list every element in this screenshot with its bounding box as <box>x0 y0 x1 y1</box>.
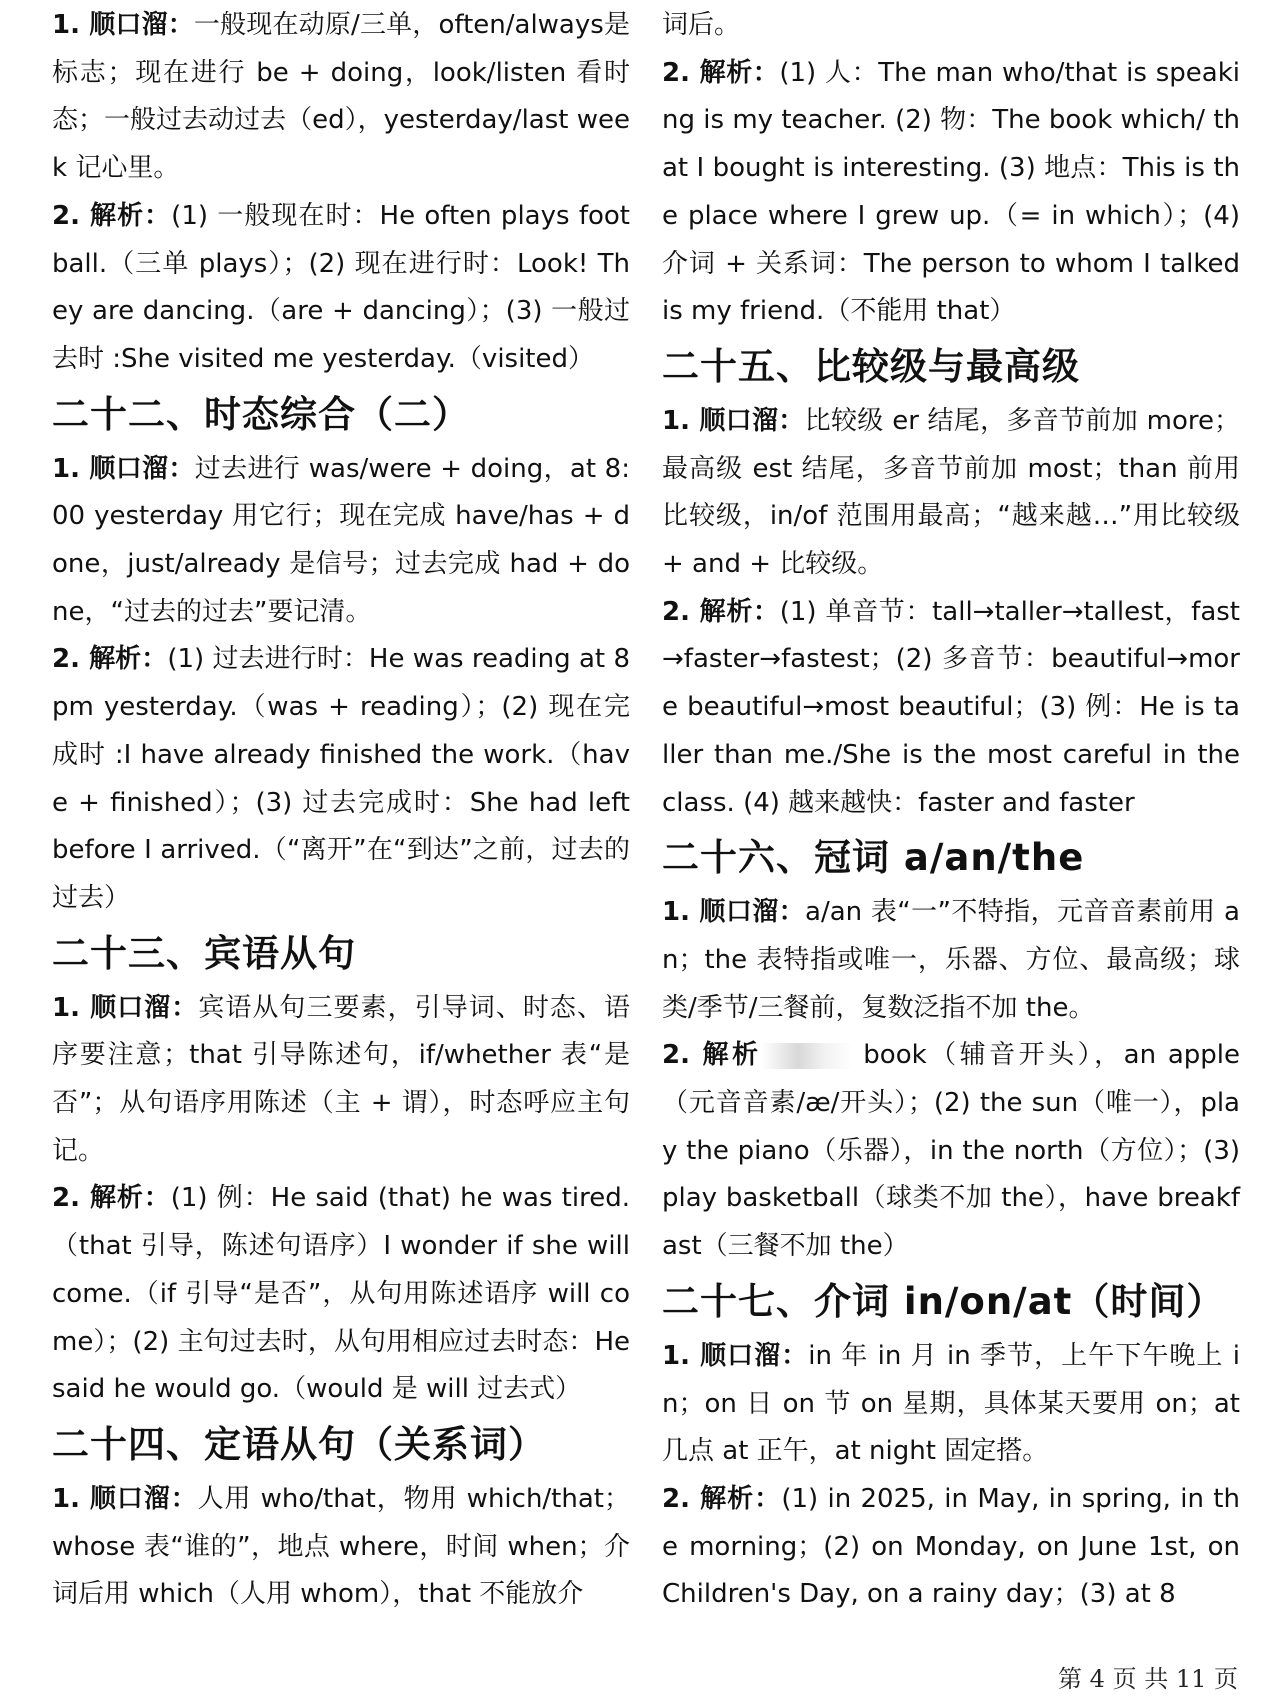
blurred-text-smudge <box>762 1043 852 1069</box>
section-heading: 二十四、定语从句（关系词） <box>52 1422 546 1466</box>
paragraph <box>52 985 630 1176</box>
paragraph-label: 2. 解析： <box>52 1183 171 1214</box>
paragraph <box>662 1032 1240 1271</box>
paragraph <box>662 2 1240 50</box>
paragraph <box>662 889 1240 1032</box>
section-heading: 二十三、宾语从句 <box>52 931 356 975</box>
paragraph <box>662 589 1240 828</box>
paragraph-label: 1. 顺口溜： <box>662 1340 809 1371</box>
section-heading: 二十二、时态综合（二） <box>52 392 470 436</box>
paragraph-text: (1) 例：He said (that) he was tired.（that 引导，陈述句语序）I wonder if she will come.（if 引导“是否”，从句用陈述语序 will come）；(2) 主句过去时，从句用相应过去时态：He said he would go.（would 是 will 过去式） <box>52 1183 630 1405</box>
paragraph-text: (1) 人：The man who/that is speaking is my teacher. (2) 物：The book which/ that I bought is interesting. (3) 地点：This is the place where I grew up.（= in which）；(4) 介词 + 关系词：The person to whom I talked is my friend.（不能用 that） <box>662 57 1240 327</box>
section-heading: 二十五、比较级与最高级 <box>662 344 1080 388</box>
paragraph-text: 词后。 <box>662 10 741 40</box>
paragraph-label: 1. 顺口溜： <box>52 453 195 484</box>
left-column <box>52 2 630 1619</box>
paragraph-text: 一般现在动原/三单，often/always是标志；现在进行 be + doing，look/listen 看时态；一般过去动过去（ed），yesterday/last week 记心里。 <box>52 10 630 184</box>
paragraph-label: 1. 顺口溜： <box>662 897 806 928</box>
paragraph-label: 2. 解析： <box>52 644 168 675</box>
paragraph <box>662 398 1240 589</box>
paragraph-text: in 年 in 月 in 季节，上午下午晚上 in；on 日 on 节 on 星期，具体某天要用 on；at 几点 at 正午，at night 固定搭。 <box>662 1340 1240 1467</box>
page-footer: 第 4 页 共 11 页 <box>1058 1665 1238 1693</box>
paragraph-label: 2. 解析： <box>662 57 780 88</box>
paragraph <box>52 193 630 384</box>
paragraph-label: 1. 顺口溜： <box>52 1483 198 1514</box>
section-heading: 二十六、冠词 a/an/the <box>662 836 1085 880</box>
paragraph <box>52 2 630 193</box>
paragraph-text: (1) in 2025, in May, in spring, in the morning；(2) on Monday, on June 1st, on Children's Day, on a rainy day；(3) at 8 <box>662 1483 1240 1610</box>
paragraph-text: book（辅音开头），an apple（元音音素/æ/开头）；(2) the sun（唯一），play the piano（乐器），in the north（方位）；(3) play basketball（球类不加 the），have breakfast（三餐不加 the） <box>662 1040 1240 1262</box>
paragraph-label: 1. 顺口溜： <box>662 405 805 436</box>
paragraph-text: (1) 一般现在时：He often plays football.（三单 plays）；(2) 现在进行时：Look! They are dancing.（are + dancing）；(3) 一般过去时 :She visited me yesterday.（visited） <box>52 200 630 374</box>
section-heading: 二十七、介词 in/on/at（时间） <box>662 1279 1225 1323</box>
paragraph-text: (1) 过去进行时：He was reading at 8 pm yesterday.（was + reading）；(2) 现在完成时 :I have already finished the work.（have + finished）；(3) 过去完成时：She had left before I arrived.（“离开”在“到达”之前，过去的过去） <box>52 644 630 913</box>
paragraph <box>52 1175 630 1414</box>
paragraph-label: 2. 解析： <box>662 596 780 627</box>
paragraph-text: a/an 表“一”不特指，元音音素前用 an；the 表特指或唯一，乐器、方位、最高级；球类/季节/三餐前，复数泛指不加 the。 <box>662 897 1240 1023</box>
paragraph-label: 2. 解析 <box>662 1040 762 1071</box>
paragraph-text: 过去进行 was/were + doing，at 8:00 yesterday 用它行；现在完成 have/has + done，just/already 是信号；过去完成 had + done，“过去的过去”要记清。 <box>52 453 630 627</box>
paragraph-label: 1. 顺口溜： <box>52 992 199 1023</box>
paragraph-label: 1. 顺口溜： <box>52 10 194 40</box>
paragraph <box>52 1476 630 1619</box>
paragraph-text: 比较级 er 结尾，多音节前加 more；最高级 est 结尾，多音节前加 most；than 前用比较级，in/of 范围用最高；“越来越…”用比较级 + and + 比较级。 <box>662 405 1240 580</box>
paragraph <box>662 50 1240 336</box>
paragraph <box>52 446 630 637</box>
paragraph <box>52 636 630 922</box>
paragraph-text: 宾语从句三要素，引导词、时态、语序要注意；that 引导陈述句，if/whether 表“是否”；从句语序用陈述（主 + 谓），时态呼应主句记。 <box>52 992 630 1166</box>
paragraph-label: 2. 解析： <box>52 200 172 231</box>
paragraph-text: (1) 单音节：tall→taller→tallest，fast→faster→fastest；(2) 多音节：beautiful→more beautiful→most beautiful；(3) 例：He is taller than me./She is the most careful in the class. (4) 越来越快：faster and faster <box>662 596 1240 818</box>
paragraph <box>662 1333 1240 1476</box>
right-column <box>662 2 1240 1619</box>
paragraph-label: 2. 解析： <box>662 1483 782 1514</box>
paragraph <box>662 1476 1240 1619</box>
paragraph-text: 人用 who/that，物用 which/that；whose 表“谁的”，地点 where，时间 when；介词后用 which（人用 whom），that 不能放介 <box>52 1483 630 1610</box>
